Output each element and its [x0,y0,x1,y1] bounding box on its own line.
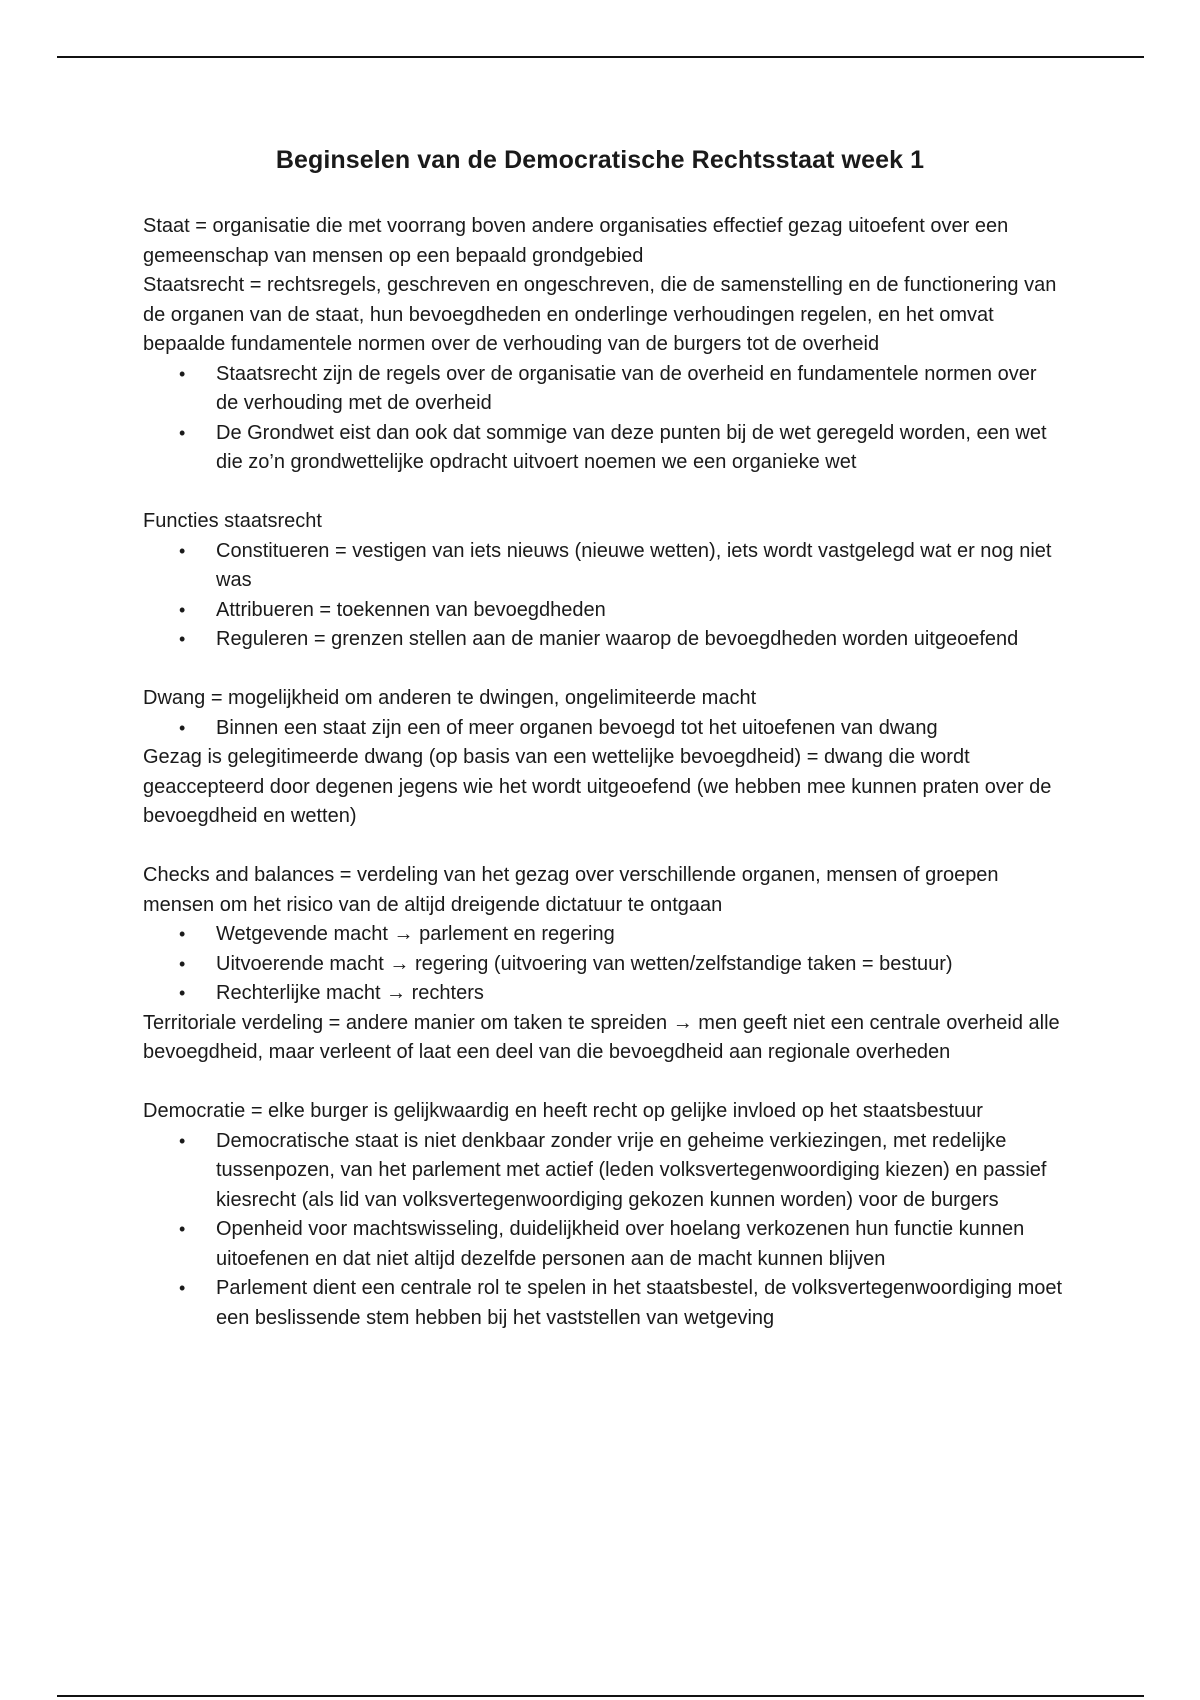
list-item: • Democratische staat is niet denkbaar zonder vrije en geheime verkiezingen, met redelijke tussenpozen, van het parlement met actief (leden volksvertegenwoordiging kiezen) en passief kiesrecht (als lid van volksvertegenwoordiging gekozen kunnen worden) voor de burgers [143,1127,1063,1216]
paragraph-staatsrecht: Staatsrecht = rechtsregels, geschreven en ongeschreven, die de samenstelling en de functionering van de organen van de staat, hun bevoegdheden en onderlinge verhoudingen regelen, en het omvat bepaalde fundamentele normen over de verhouding van de burgers tot de overheid [143,274,1057,355]
bullet-icon: • [179,629,186,649]
list-item: • Staatsrecht zijn de regels over de organisatie van de overheid en fundamentele normen over de verhouding met de overheid [143,360,1063,419]
bullet-icon: • [179,1278,186,1298]
list-item: • Uitvoerende macht → regering (uitvoering van wetten/zelfstandige taken = bestuur) [143,950,1063,980]
bullet-icon: • [179,599,186,620]
bullet-icon: • [179,422,186,443]
bullet-icon: • [179,953,186,974]
list-item: • Rechterlijke macht → rechters [143,979,1063,1009]
bullet-icon: • [179,983,186,1003]
bullet-icon: • [179,1219,186,1239]
paragraph-gezag: Gezag is gelegitimeerde dwang (op basis van een wettelijke bevoegdheid) = dwang die wordt geaccepteerd door degenen jegens wie het wordt uitgeoefend (we hebben mee kunnen praten over de bevoegdheid en wetten) [143,746,1052,827]
list-item: • Wetgevende macht → parlement en regering [143,920,1063,950]
bullet-list-democratie [143,1127,1063,1334]
bullet-icon: • [179,540,186,561]
paragraph-staat: Staat = organisatie die met voorrang boven andere organisaties effectief gezag uitoefent over een gemeenschap van mensen op een bepaald grondgebied [143,215,1009,267]
paragraph-democratie: Democratie = elke burger is gelijkwaardig en heeft recht op gelijke invloed op het staatsbestuur [143,1100,983,1122]
list-item: • Constitueren = vestigen van iets nieuws (nieuwe wetten), iets wordt vastgelegd wat er nog niet was [143,537,1063,596]
bullet-list-staatsrecht [143,360,1063,478]
list-item: • Attribueren = toekennen van bevoegdheden [143,596,1063,626]
footer-rule [57,1695,1144,1697]
bullet-icon: • [179,363,186,384]
list-item: • Binnen een staat zijn een of meer organen bevoegd tot het uitoefenen van dwang [143,714,1063,744]
bullet-icon: • [179,1130,186,1151]
paragraph-checks-balances: Checks and balances = verdeling van het gezag over verschillende organen, mensen of groepen mensen om het risico van de altijd dreigende dictatuur te ontgaan [143,864,999,916]
list-item: • Parlement dient een centrale rol te spelen in het staatsbestel, de volksvertegenwoordiging moet een beslissende stem hebben bij het vaststellen van wetgeving [143,1274,1063,1333]
paragraph-functies: Functies staatsrecht [143,510,322,532]
bullet-list-dwang [143,714,1063,744]
bullet-icon: • [179,717,186,738]
list-item: • Openheid voor machtswisseling, duidelijkheid over hoelang verkozenen hun functie kunnen uitoefenen en dat niet altijd dezelfde personen aan de macht kunnen blijven [143,1215,1063,1274]
bullet-icon: • [179,924,186,944]
list-item: • De Grondwet eist dan ook dat sommige van deze punten bij de wet geregeld worden, een wet die zo’n grondwettelijke opdracht uitvoert noemen we een organieke wet [143,419,1063,478]
document-body [143,212,1063,1333]
header-rule [57,56,1144,58]
bullet-list-machten [143,920,1063,1009]
paragraph-dwang: Dwang = mogelijkheid om anderen te dwingen, ongelimiteerde macht [143,687,757,709]
paragraph-territoriale-verdeling: Territoriale verdeling = andere manier om taken te spreiden → men geeft niet een centrale overheid alle bevoegdheid, maar verleent of laat een deel van die bevoegdheid aan regionale overheden [143,1011,1060,1063]
page-title: Beginselen van de Democratische Rechtsstaat week 1 [275,146,925,174]
bullet-list-functies [143,537,1063,655]
list-item: • Reguleren = grenzen stellen aan de manier waarop de bevoegdheden worden uitgeoefend [143,625,1063,655]
